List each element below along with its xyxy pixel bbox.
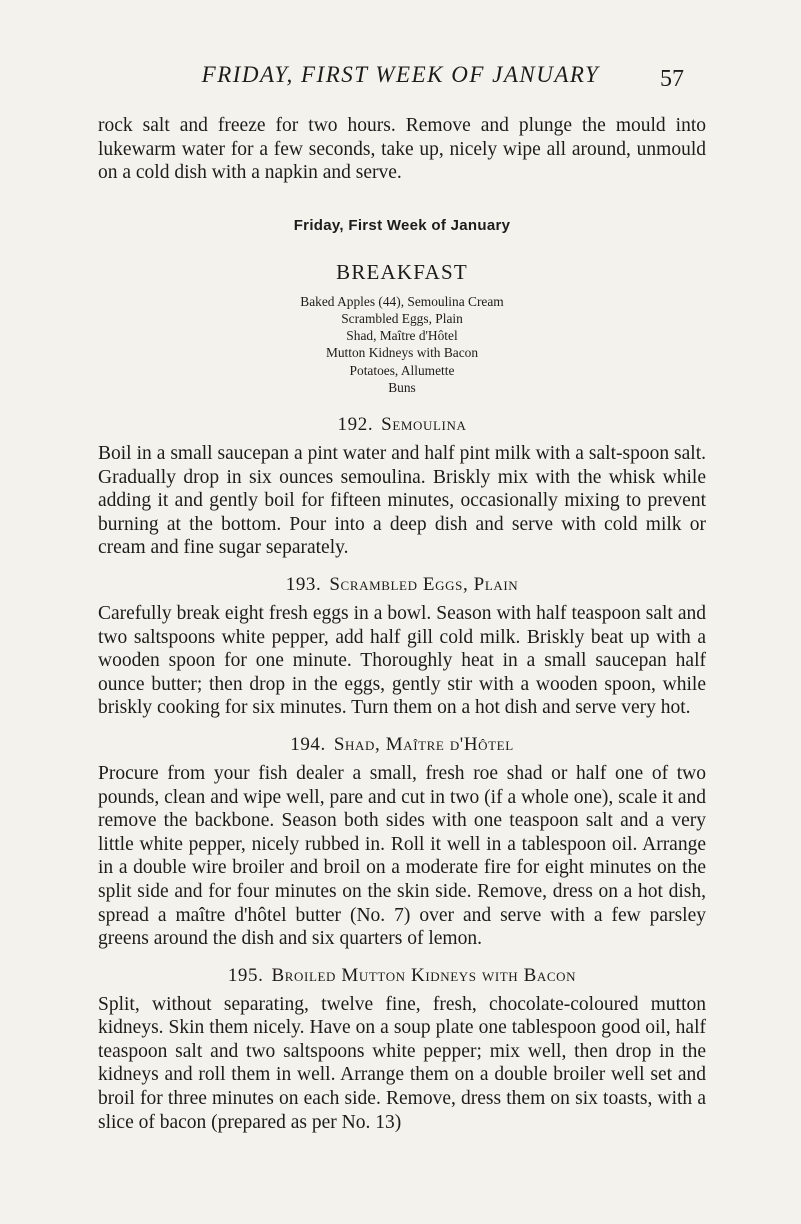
recipe-text: Boil in a small saucepan a pint water and half pint milk with a salt-spoon salt. Gradually drop in six ounces semoulina. Briskly mix with the whisk while adding it and gently boil for fifteen minutes, occasionally mixing to prevent burning at the bottom. Pour into a deep dish and serve with cold milk or cream and fine sugar separately.	[98, 443, 706, 559]
recipe-text: Carefully break eight fresh eggs in a bowl. Season with half teaspoon salt and two saltspoons white pepper, add half gill cold milk. Briskly beat up with a wooden spoon for one minute. Thoroughly heat in a small saucepan half ounce butter; then drop in the eggs, gently stir with a wooden spoon, while briskly cooking for six minutes. Turn them on a hot dish and serve very hot.	[98, 602, 706, 719]
recipe-heading	[98, 965, 706, 987]
menu-item: Shad, Maître d'Hôtel	[346, 328, 458, 344]
recipe-heading	[98, 574, 706, 596]
recipe-text: Split, without separating, twelve fine, fresh, chocolate-coloured mutton kidneys. Skin them nicely. Have on a soup plate one tablespoon good oil, half teaspoon salt and two saltspoons white pepper; mix well, then drop in the kidneys and roll them in well. Arrange them on a double broiler well set and broil for three minutes on each side. Remove, dress them on six toasts, with a slice of bacon (prepared as per No. 13)	[98, 993, 706, 1133]
recipe-heading	[98, 734, 706, 756]
recipe-title: Semoulina	[381, 414, 467, 435]
menu-item: Baked Apples (44), Semoulina Cream	[300, 293, 504, 309]
menu-item: Buns	[388, 379, 416, 395]
recipe-number: 192.	[337, 414, 374, 435]
recipe-number: 195.	[227, 964, 264, 986]
recipe-title: Shad, Maître d'Hôtel	[333, 733, 514, 755]
recipe-number: 194.	[290, 733, 326, 755]
menu-item: Mutton Kidneys with Bacon	[325, 345, 479, 361]
recipe-title: Broiled Mutton Kidneys with Bacon	[271, 964, 577, 986]
page-number: 57	[660, 66, 684, 92]
intro-paragraph: rock salt and freeze for two hours. Remove and plunge the mould into lukewarm water for a few seconds, take up, nicely wipe all around, unmould on a cold dish with a napkin and serve.	[98, 115, 706, 184]
recipe-number: 193.	[285, 573, 322, 595]
meal-title: BREAKFAST	[336, 259, 468, 284]
day-title: Friday, First Week of January	[293, 216, 511, 234]
recipe-title: Scrambled Eggs, Plain	[329, 573, 519, 595]
recipe-heading	[98, 414, 706, 436]
breakfast-menu	[98, 293, 706, 396]
menu-item: Scrambled Eggs, Plain	[341, 310, 463, 326]
running-head: FRIDAY, FIRST WEEK OF JANUARY	[201, 62, 600, 87]
page-body	[98, 114, 706, 1134]
menu-item: Potatoes, Allumette	[349, 362, 455, 378]
recipe-text: Procure from your fish dealer a small, fresh roe shad or half one of two pounds, clean and wipe well, pare and cut in two (if a whole one), scale it and remove the backbone. Season both sides with one teaspoon salt and a very little white pepper, nicely rubbed in. Roll it well in a tablespoon oil. Arrange in a double wire broiler and broil on a moderate fire for eight minutes on the split side and for four minutes on the skin side. Remove, dress on a hot dish, spread a maître d'hôtel butter (No. 7) over and serve with a few parsley greens around the dish and six quarters of lemon.	[98, 762, 706, 950]
